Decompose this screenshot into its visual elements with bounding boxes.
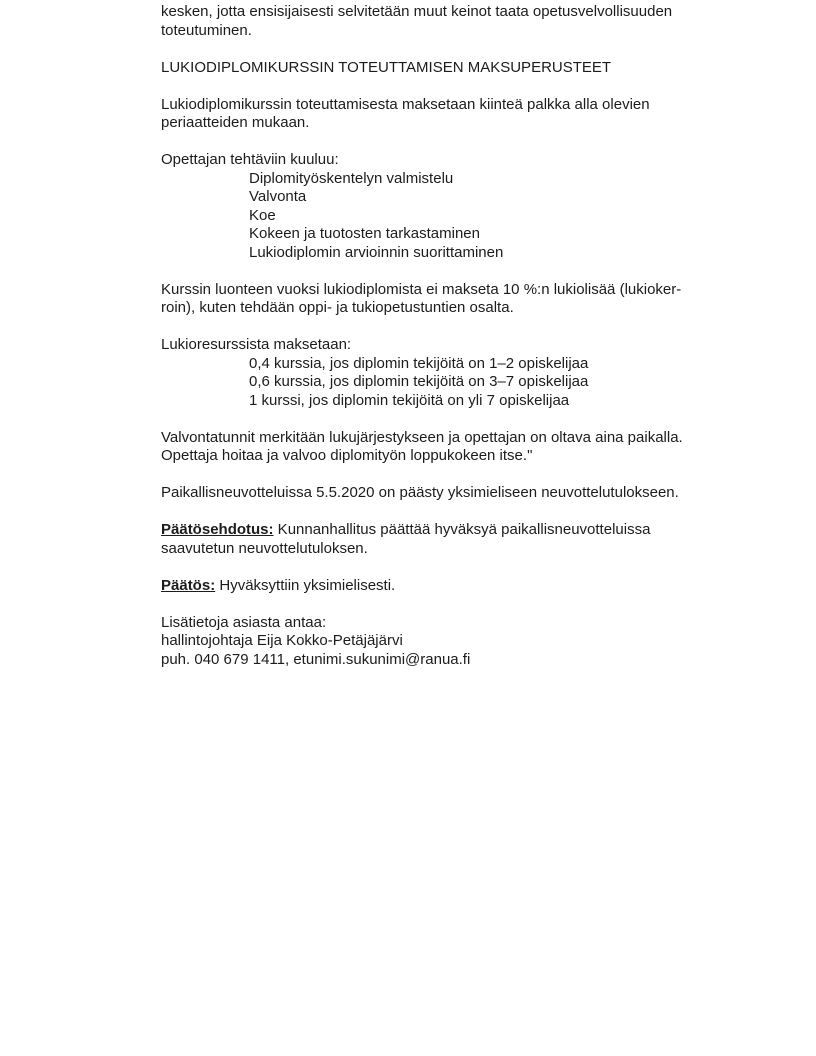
- negotiation-result-paragraph: Paikallisneuvotteluissa 5.5.2020 on päästy yksimieliseen neuvottelutulokseen.: [161, 484, 679, 501]
- list-item: 0,4 kurssia, jos diplomin tekijöitä on 1–2 opiskelijaa: [249, 354, 589, 372]
- contact-person: hallintojohtaja Eija Kokko-Petäjäjärvi: [161, 632, 403, 649]
- decision-line: [161, 577, 721, 596]
- contact-intro: Lisätietoja asiasta antaa:: [161, 613, 327, 631]
- decision-proposal-label: Päätösehdotus:: [161, 521, 274, 538]
- paragraph-line: roin), kuten tehdään oppi- ja tukiopetustuntien osalta.: [161, 299, 514, 316]
- paragraph-line: Opettaja hoitaa ja valvoo diplomityön loppukokeen itse.": [161, 447, 533, 464]
- intro-line: toteutuminen.: [161, 21, 252, 39]
- paragraph-line: Lukiodiplomikurssin toteuttamisesta maksetaan kiinteä palkka alla olevien: [161, 95, 650, 113]
- decision-proposal-paragraph: [161, 521, 721, 558]
- list-item: Koe: [249, 206, 276, 224]
- course-nature-paragraph: [161, 281, 721, 318]
- intro-paragraph: [161, 3, 721, 40]
- paragraph-line: periaatteiden mukaan.: [161, 114, 310, 131]
- list-item: 1 kurssi, jos diplomin tekijöitä on yli 7 opiskelijaa: [249, 391, 570, 409]
- decision-paragraph: [161, 577, 721, 596]
- resource-payment-block: [161, 336, 721, 410]
- section-heading: LUKIODIPLOMIKURSSIN TOTEUTTAMISEN MAKSUPERUSTEET: [161, 58, 612, 76]
- list-item: Kokeen ja tuotosten tarkastaminen: [249, 225, 480, 242]
- paragraph-line: Kurssin luonteen vuoksi lukiodiplomista ei makseta 10 %:n lukiolisää (lukioker-: [161, 280, 682, 298]
- teacher-tasks-block: [161, 151, 721, 262]
- intro-line: kesken, jotta ensisijaisesti selvitetään muut keinot taata opetusvelvollisuuden: [161, 3, 673, 20]
- list-item: Diplomityöskentelyn valmistelu: [249, 169, 454, 187]
- decision-proposal-line: [161, 521, 721, 540]
- list-item: 0,6 kurssia, jos diplomin tekijöitä on 3–7 opiskelijaa: [249, 373, 589, 390]
- contact-phone-email: puh. 040 679 1411, etunimi.sukunimi@ranua.fi: [161, 650, 471, 668]
- list-item: Lukiodiplomin arvioinnin suorittaminen: [249, 243, 504, 261]
- decision-proposal-text: Kunnanhallitus päättää hyväksyä paikallisneuvotteluissa: [273, 521, 651, 538]
- resource-payment-label: Lukioresurssista maksetaan:: [161, 336, 352, 353]
- contact-info-block: [161, 614, 721, 670]
- list-item: Valvonta: [249, 188, 307, 205]
- document-body: [161, 3, 721, 688]
- supervision-paragraph: [161, 429, 721, 466]
- paragraph-line: Valvontatunnit merkitään lukujärjestykseen ja opettajan on oltava aina paikalla.: [161, 428, 683, 446]
- decision-text: Hyväksyttiin yksimielisesti.: [215, 576, 396, 594]
- decision-proposal-line: saavutetun neuvottelutuloksen.: [161, 539, 368, 557]
- teacher-tasks-label: Opettajan tehtäviin kuuluu:: [161, 151, 339, 168]
- decision-label: Päätös:: [161, 576, 216, 594]
- payment-principle-paragraph: [161, 96, 721, 133]
